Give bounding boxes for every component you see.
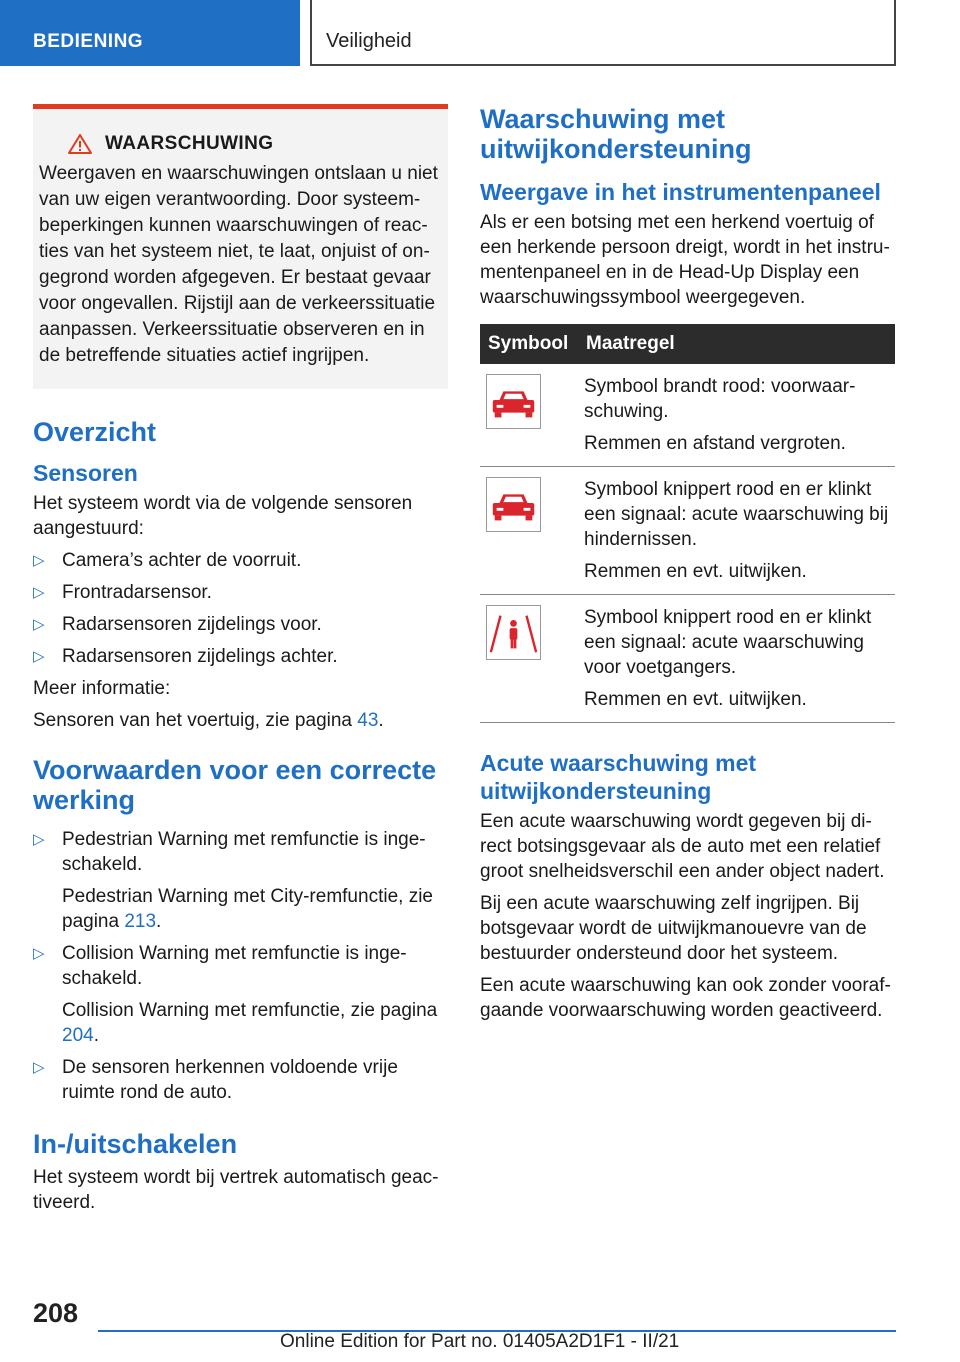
list-item: ▷ Radarsensoren zijdelings voor.: [33, 614, 322, 635]
right-column: [480, 104, 895, 1030]
acute-heading: Acute waarschuwing met uitwijkondersteuning: [480, 750, 757, 804]
triangle-bullet-icon: ▷: [33, 584, 45, 601]
sensors-heading: Sensoren: [33, 460, 138, 486]
triangle-bullet-icon: ▷: [33, 616, 45, 633]
more-info-label: Meer informatie:: [33, 678, 171, 699]
car-warning-icon: [486, 374, 541, 429]
left-column: [33, 104, 448, 1222]
sensors-list: [33, 548, 448, 669]
table-row: [480, 364, 895, 467]
triangle-bullet-icon: ▷: [33, 945, 45, 962]
pedestrian-warning-icon: [486, 605, 541, 660]
chapter-tab: Veiligheid: [310, 0, 896, 66]
list-item: ▷ Radarsensoren zijdelings achter.: [33, 646, 338, 667]
symbol-table: [480, 324, 895, 723]
table-header-symbol: Symbool: [480, 324, 578, 364]
table-cell-text: Remmen en evt. uitwijken.: [584, 689, 807, 710]
list-item: ▷ De sensoren herkennen voldoende vrije ruimte rond de auto.: [33, 1057, 398, 1103]
warning-text: Weergaven en waarschuwingen ontslaan u niet van uw eigen verantwoording. Door systeembeperkingen kunnen waarschuwingen of reacties van het systeem niet, te laat, onjuist of ongegrond worden afgegeven. Er bestaat gevaar voor ongevallen. Rijstijl aan de verkeerssituatie aanpassen. Verkeerssituatie observeren en in de betreffende situaties actief ingrijpen.: [39, 163, 438, 366]
table-row: [480, 595, 895, 723]
overview-heading: Overzicht: [33, 417, 157, 447]
acute-paragraph: Een acute waarschuwing kan ook zonder voorafgaande voorwaarschuwing worden geactiveerd.: [480, 975, 891, 1021]
warning-header: [39, 133, 438, 155]
warning-title: WAARSCHUWING: [105, 133, 274, 154]
triangle-bullet-icon: ▷: [33, 831, 45, 848]
table-header-row: [480, 324, 895, 364]
list-item: ▷ Collision Warning met remfunctie is ingeschakeld. Collision Warning met remfunctie, zie pagina 204.: [33, 941, 448, 1048]
onoff-text: Het systeem wordt bij vertrek automatisch geactiveerd.: [33, 1167, 439, 1213]
page-link[interactable]: 43: [357, 710, 379, 731]
triangle-bullet-icon: ▷: [33, 648, 45, 665]
table-cell-text: Symbool knippert rood en er klinkt een signaal: acute waarschuwing voor voetgangers.: [584, 607, 872, 678]
prerequisites-heading: Voorwaarden voor een correcte werking: [33, 755, 437, 815]
display-heading: Weergave in het instrumentenpaneel: [480, 179, 881, 205]
table-cell-text: Symbool knippert rood en er klinkt een signaal: acute waarschuwing bij hindernissen.: [584, 479, 889, 550]
table-cell-text: Symbool brandt rood: voorwaarschuwing.: [584, 376, 856, 422]
onoff-heading: In-/uitschakelen: [33, 1129, 238, 1159]
page-number: 208: [33, 1298, 79, 1328]
warning-triangle-icon: [67, 133, 93, 155]
page-link[interactable]: 204: [62, 1025, 94, 1046]
table-cell-text: Remmen en evt. uitwijken.: [584, 561, 807, 582]
list-item: ▷ Pedestrian Warning met remfunctie is ingeschakeld. Pedestrian Warning met City-remfunctie, zie pagina 213.: [33, 827, 448, 934]
table-cell-text: Remmen en afstand vergroten.: [584, 433, 846, 454]
acute-paragraph: Bij een acute waarschuwing zelf ingrijpen. Bij botsgevaar wordt de uitwijkmanouevre van de bestuurder ondersteund door het systeem.: [480, 893, 867, 964]
acute-paragraph: Een acute waarschuwing wordt gegeven bij direct botsingsgevaar als de auto met een relatief groot snelheidsverschil een ander object nadert.: [480, 811, 885, 882]
warning-box: [33, 104, 448, 389]
triangle-bullet-icon: ▷: [33, 552, 45, 569]
list-item-reference: Pedestrian Warning met City-remfunctie, zie pagina 213.: [62, 886, 433, 932]
display-text: Als er een botsing met een herkend voertuig of een herkende persoon dreigt, wordt in het instrumentenpaneel en in de Head-Up Display een waarschuwingssymbool weergegeven.: [480, 212, 890, 308]
table-row: [480, 467, 895, 595]
triangle-bullet-icon: ▷: [33, 1059, 45, 1076]
list-item-reference: Collision Warning met remfunctie, zie pagina 204.: [62, 1000, 438, 1046]
list-item: ▷ Camera’s achter de voorruit.: [33, 550, 302, 571]
table-header-action: Maatregel: [578, 324, 895, 364]
footer-edition: Online Edition for Part no. 01405A2D1F1 - II/21: [280, 1331, 680, 1352]
right-heading: Waarschuwing met uitwijkondersteuning: [480, 104, 752, 164]
sensors-intro: Het systeem wordt via de volgende sensoren aangestuurd:: [33, 493, 413, 539]
car-warning-icon: [486, 477, 541, 532]
page-link[interactable]: 213: [124, 911, 157, 932]
list-item: ▷ Frontradarsensor.: [33, 582, 212, 603]
section-tab: BEDIENING: [0, 0, 300, 66]
more-info-reference: Sensoren van het voertuig, zie pagina 43.: [33, 710, 384, 731]
prerequisites-list: [33, 827, 448, 1105]
